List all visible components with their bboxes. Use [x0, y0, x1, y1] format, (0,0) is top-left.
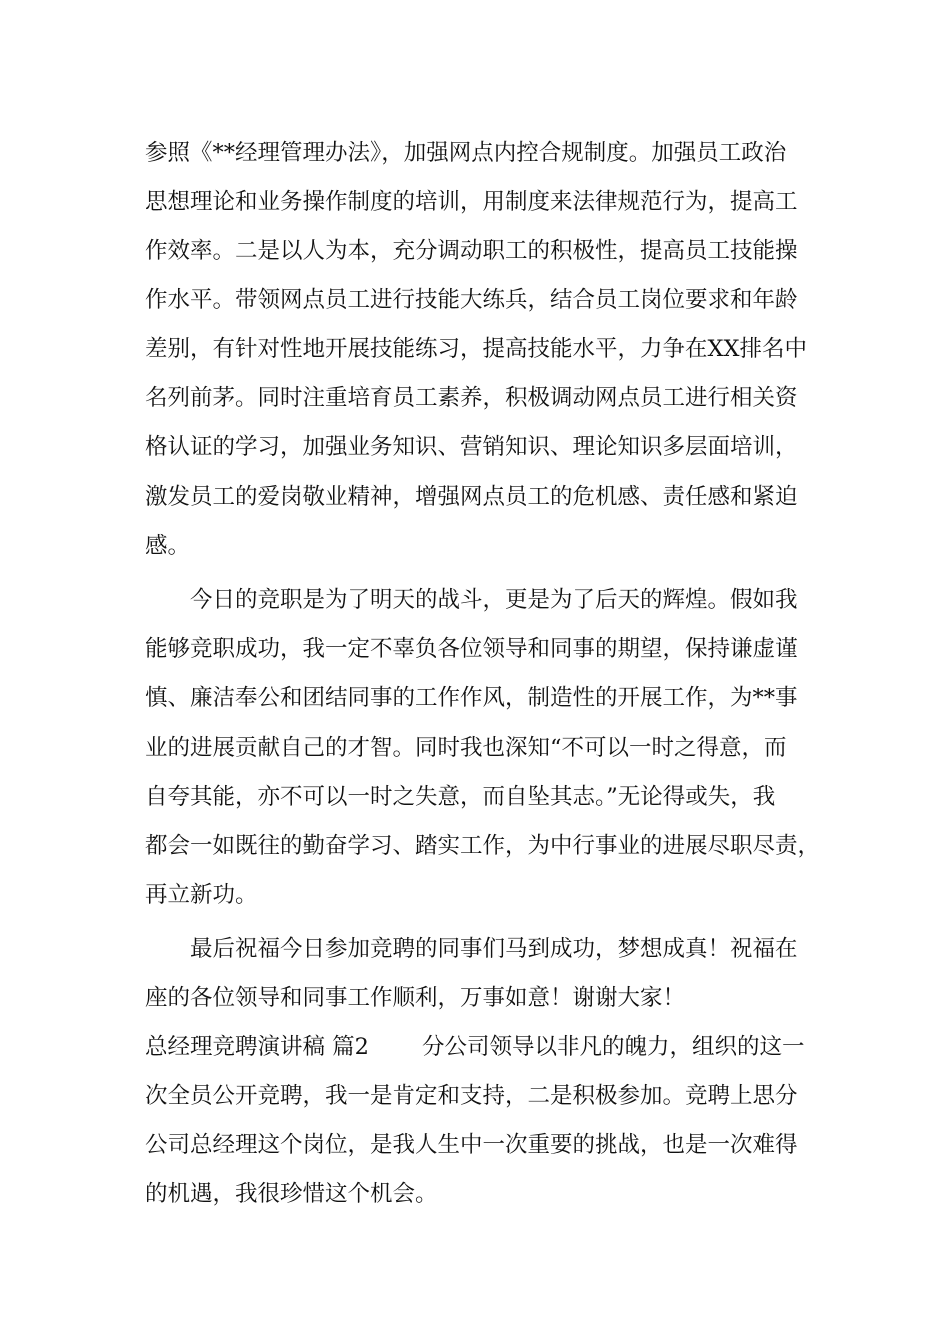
text-line: 思想理论和业务操作制度的培训，用制度来法律规范行为，提高工 — [145, 189, 798, 215]
text-line: 名列前茅。同时注重培育员工素养，积极调动网点员工进行相关资 — [145, 385, 798, 411]
text-line: 感。 — [145, 533, 191, 559]
text-line: 能够竞职成功，我一定不辜负各位领导和同事的期望，保持谦虚谨 — [145, 636, 798, 662]
text-line: 差别，有针对性地开展技能练习，提高技能水平，力争在XX排名中 — [145, 336, 808, 362]
text-line: 参照《**经理管理办法》，加强网点内控合规制度。加强员工政治 — [145, 140, 787, 166]
text-line: 次全员公开竞聘，我一是肯定和支持，二是积极参加。竞聘上思分 — [145, 1083, 798, 1109]
text-line: 作水平。带领网点员工进行技能大练兵，结合员工岗位要求和年龄 — [145, 287, 798, 313]
text-line: 公司总经理这个岗位，是我人生中一次重要的挑战，也是一次难得 — [145, 1132, 798, 1158]
text-line: 自夸其能，亦不可以一时之失意，而自坠其志。”无论得或失，我 — [145, 784, 776, 810]
text-line: 激发员工的爱岗敬业精神，增强网点员工的危机感、责任感和紧迫 — [145, 484, 798, 510]
text-line: 作效率。二是以人为本，充分调动职工的积极性，提高员工技能操 — [145, 238, 798, 264]
text-line: 再立新功。 — [145, 882, 258, 908]
text-line: 的机遇，我很珍惜这个机会。 — [145, 1181, 438, 1207]
text-line: 都会一如既往的勤奋学习、踏实工作，为中行事业的进展尽职尽责， — [145, 833, 820, 859]
text-line: 分公司领导以非凡的魄力，组织的这一 — [422, 1034, 805, 1060]
text-line: 格认证的学习，加强业务知识、营销知识、理论知识多层面培训， — [145, 434, 798, 460]
text-line: 慎、廉洁奉公和团结同事的工作作风，制造性的开展工作，为**事 — [145, 685, 798, 711]
section-heading: 总经理竞聘演讲稿 篇2 — [145, 1034, 369, 1060]
text-line: 今日的竞职是为了明天的战斗，更是为了后天的辉煌。假如我 — [190, 587, 798, 613]
text-line: 座的各位领导和同事工作顺利，万事如意！谢谢大家！ — [145, 985, 686, 1011]
text-line: 最后祝福今日参加竞聘的同事们马到成功，梦想成真！祝福在 — [190, 936, 798, 962]
text-line: 业的进展贡献自己的才智。同时我也深知“不可以一时之得意，而 — [145, 735, 787, 761]
